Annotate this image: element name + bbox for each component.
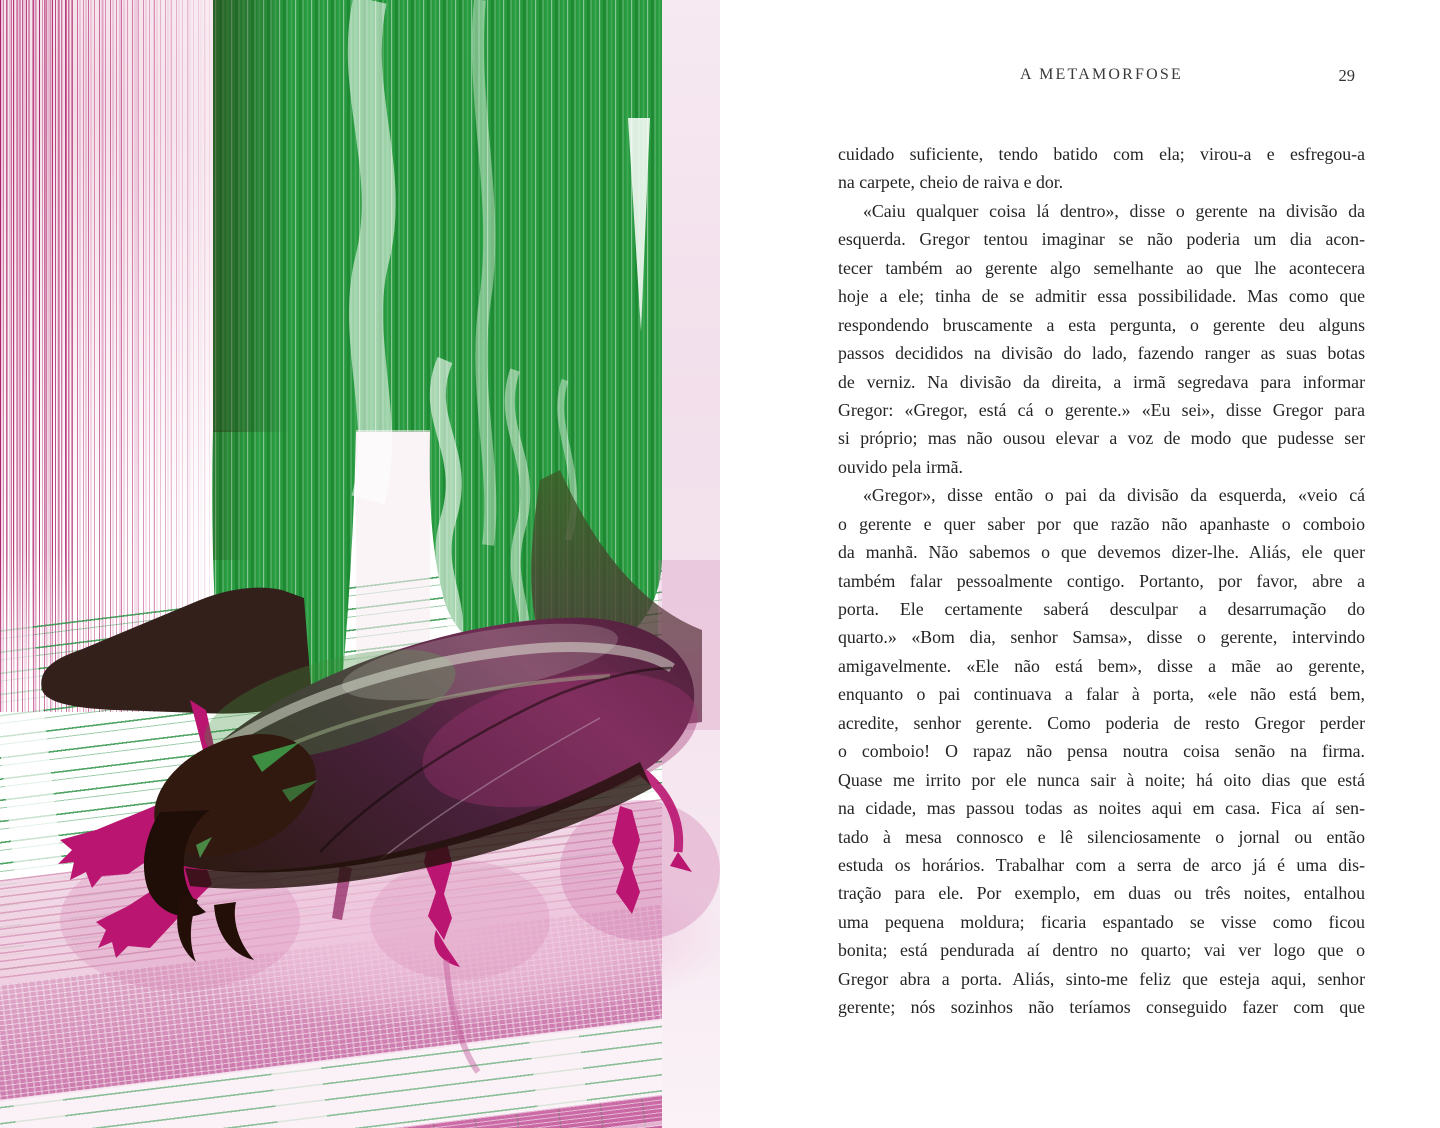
text-line: também falar pessoalmente contigo. Portanto, por favor, abre a: [838, 570, 1365, 591]
text-line: «Caiu qualquer coisa lá dentro», disse o gerente na divisão da: [863, 200, 1365, 221]
text-line: acredite, senhor gerente. Como poderia de resto Gregor perder: [838, 712, 1365, 733]
text-line: gerente; nós sozinhos não teríamos conseguido fazer com que: [838, 997, 1365, 1018]
text-line: ouvido pela irmã.: [838, 456, 963, 477]
text-line: na carpete, cheio de raiva e dor.: [838, 172, 1064, 193]
right-page: [720, 0, 1440, 1128]
text-line: quarto.» «Bom dia, senhor Samsa», disse o gerente, intervindo: [838, 627, 1365, 648]
text-line: o comboio! O rapaz não pensa noutra coisa senão na firma.: [838, 741, 1365, 762]
text-line: bonita; está pendurada aí dentro no quarto; vai ver logo que o: [838, 940, 1365, 961]
text-line: passos decididos na divisão do lado, fazendo ranger as suas botas: [838, 343, 1365, 364]
text-line: de verniz. Na divisão da direita, a irmã segredava para informar: [838, 371, 1365, 392]
text-line: Gregor: «Gregor, está cá o gerente.» «Eu sei», disse Gregor para: [838, 399, 1365, 420]
text-line: «Gregor», disse então o pai da divisão da esquerda, «veio cá: [863, 485, 1365, 506]
text-line: tado à mesa connosco e lê silenciosamente o jornal ou então: [838, 826, 1365, 847]
text-line: respondendo bruscamente a esta pergunta, o gerente deu alguns: [838, 314, 1365, 335]
text-line: amigavelmente. «Ele não está bem», disse a mãe ao gerente,: [838, 655, 1365, 676]
pink-spray-mid: [370, 860, 550, 980]
page-number: 29: [1338, 66, 1355, 85]
text-line: cuidado suficiente, tendo batido com ela; virou-a e esfregou-a: [838, 144, 1365, 164]
text-line: o gerente e quer saber por que razão não apanhaste o comboio: [838, 513, 1365, 534]
text-line: esquerda. Gregor tentou imaginar se não poderia um dia acon-: [838, 229, 1365, 250]
text-line: Quase me irrito por ele nunca sair à noite; há oito dias que está: [838, 769, 1365, 790]
text-line: hoje a ele; tinha de se admitir essa possibilidade. Mas como que: [838, 286, 1365, 307]
text-line: Gregor abra a porta. Aliás, sinto-me feliz que esteja aqui, senhor: [838, 968, 1365, 989]
text-line: si próprio; mas não ousou elevar a voz de modo que pudesse ser: [838, 428, 1365, 449]
text-line: da manhã. Não sabemos o que devemos dizer-lhe. Aliás, ele quer: [838, 542, 1365, 563]
pink-spray-right: [560, 800, 720, 940]
text-line: uma pequena moldura; ficaria espantado se visse como ficou: [838, 911, 1365, 932]
text-line: porta. Ele certamente saberá desculpar a desarrumação do: [838, 599, 1365, 619]
text-line: tração para ele. Por exemplo, em duas ou três noites, entalhou: [838, 883, 1365, 904]
running-head: [838, 66, 1365, 84]
text-line: estuda os horários. Trabalhar com a serra de arco já é uma dis-: [838, 854, 1365, 875]
running-head-title: A METAMORFOSE: [1020, 66, 1183, 83]
text-line: enquanto o pai continuava a falar à porta, «ele não está bem,: [838, 684, 1365, 705]
text-line: tecer também ao gerente algo semelhante ao que lhe acontecera: [838, 257, 1365, 278]
text-line: na cidade, mas passou todas as noites aqui em casa. Fica aí sen-: [838, 798, 1365, 819]
body-text: [838, 140, 1365, 1022]
